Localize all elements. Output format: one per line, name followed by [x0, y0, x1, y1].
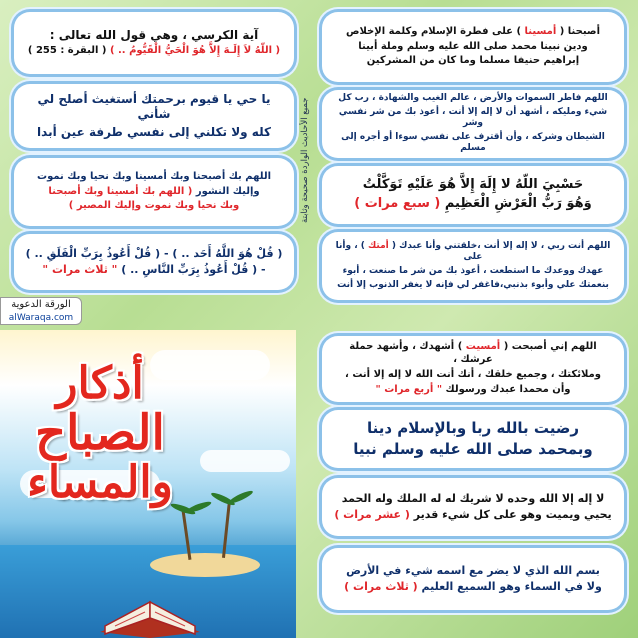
- dhikr-line: يا حي يا قيوم برحمتك أستغيث أصلح لي شأني: [37, 91, 271, 122]
- dhikr-line: كله ولا تكلني إلى نفسي طرفة عين أبدا: [37, 124, 271, 139]
- dhikr-card-sayyid-istighfar: [322, 232, 624, 300]
- dhikr-line: - ( قُلْ أَعُوذُ بِرَبِّ النَّاسِ .. ) " ثلاث مرات ": [42, 263, 266, 276]
- dhikr-line: أصبحنا ( أمسينا ) على فطرة الإسلام وكلمة الإخلاص: [346, 25, 601, 37]
- dhikr-card-ya-hayy: [14, 84, 294, 148]
- dhikr-line: إبراهيم حنيفا مسلما وما كان من المشركين: [366, 55, 580, 67]
- title-line-3: والمساء: [27, 457, 173, 509]
- palm-leaf: [228, 489, 254, 505]
- dhikr-card-tahlil: [322, 478, 624, 536]
- dhikr-line: اللهم بك أصبحنا وبك أمسينا وبك نحيا وبك نموت: [37, 170, 271, 182]
- dhikr-card-hasbi: [322, 166, 624, 224]
- dhikr-card-ashhaduka: [322, 336, 624, 402]
- dhikr-line: وملائكتك ، وجميع خلقك ، أنك أنت الله لا إله إلا أنت ،: [345, 369, 601, 380]
- authenticity-note: جميع الأحاديث الواردة صحيحة وثابتة: [300, 97, 310, 223]
- dhikr-card-mu-awwidhat: [14, 234, 294, 290]
- dhikr-card-ayat-kursi: [14, 12, 294, 74]
- title-illustration: [0, 330, 296, 638]
- dhikr-line: وبك نحيا وبك نموت وإليك المصير ): [68, 200, 240, 212]
- quran-on-stand-icon: [95, 582, 205, 638]
- dhikr-line: يحيي ويميت وهو على كل شيء قدير ( عشر مرات ): [334, 508, 612, 521]
- dhikr-line: وَهُوَ رَبُّ الْعَرْشِ الْعَظِيمِ ( سبع مرات ): [354, 196, 592, 211]
- dhikr-line: اللهم إني أصبحت ( أمسيت ) أشهدك ، وأشهد حملة عرشك ،: [349, 341, 597, 366]
- dhikr-line: وبمحمد صلى الله عليه وسلم نبيا: [353, 440, 593, 458]
- dhikr-line: آية الكرسي ، وهي قول الله تعالى :: [49, 27, 259, 42]
- island: [150, 553, 260, 577]
- cloud: [200, 450, 290, 472]
- dhikr-line: وإليك النشور ( اللهم بك أمسينا وبك أصبحنا: [48, 185, 260, 197]
- dhikr-line: اللهم فاطر السموات والأرض ، عالم الغيب والشهادة ، رب كل: [338, 93, 608, 104]
- dhikr-line: شيء ومليكه ، أشهد أن لا إله إلا أنت ، أعوذ بك من شر نفسي وشر: [338, 106, 608, 129]
- dhikr-line: ( قُلْ هُوَ اللَّهُ أَحَد .. ) - ( قُلْ أَعُوذُ بِرَبِّ الْفَلَقِ .. ): [25, 246, 283, 260]
- dhikr-line: ودين نبينا محمد صلى الله عليه وسلم وملة أبينا: [358, 40, 588, 52]
- dhikr-line: ولا في السماء وهو السميع العليم ( ثلاث مرات ): [344, 580, 602, 593]
- dhikr-line: وأن محمدا عبدك ورسولك " أربع مرات ": [375, 383, 571, 395]
- dhikr-card-bika-asbahna: [14, 158, 294, 226]
- dhikr-line: لا إله إلا الله وحده لا شريك له له الملك وله الحمد: [341, 491, 605, 505]
- dhikr-line: ( اللّهُ لاَ إِلَـهَ إِلاَّ هُوَ الْحَيُّ الْقَيُّومُ .. ) ( البقرة : 255 ): [27, 45, 281, 57]
- dhikr-card-bismillah: [322, 548, 624, 610]
- publisher-watermark: [0, 297, 82, 325]
- title-line-1: أذكار: [56, 358, 144, 409]
- title-line-2: الصباح: [35, 404, 165, 461]
- poster-title: [10, 360, 190, 507]
- dhikr-line: رضيت بالله ربا وبالإسلام دينا: [367, 418, 580, 437]
- dhikr-line: حَسْبِيَ اللّهُ لا إِلَهَ إِلاَّ هُوَ عَلَيْهِ تَوَكَّلْتُ: [362, 177, 584, 193]
- dhikr-line: بنعمتك علي وأبوء بذنبي،فاغفر لي فإنه لا يغفر الذنوب إلا أنت: [337, 279, 609, 290]
- dhikr-line: اللهم أنت ربي ، لا إله إلا أنت ،خلقتني وأنا عبدك ( أمتك ) ، وأنا على: [335, 240, 611, 263]
- dhikr-line: بسم الله الذي لا يضر مع اسمه شيء في الأرض: [346, 563, 600, 577]
- dhikr-line: الشيطان وشركه ، وأن أقترف على نفسي سوءا أو أجره إلى مسلم: [341, 131, 605, 154]
- publisher-url: alWaraqa.com: [8, 312, 74, 323]
- dhikr-card-amsayna: [322, 12, 624, 82]
- dhikr-card-fatir: [322, 90, 624, 158]
- dhikr-line: عهدك ووعدك ما استطعت ، أعوذ بك من شر ما صنعت ، أبوء: [342, 266, 604, 276]
- publisher-name: الورقة الدعوية: [11, 299, 71, 310]
- dhikr-card-radeet: [322, 410, 624, 468]
